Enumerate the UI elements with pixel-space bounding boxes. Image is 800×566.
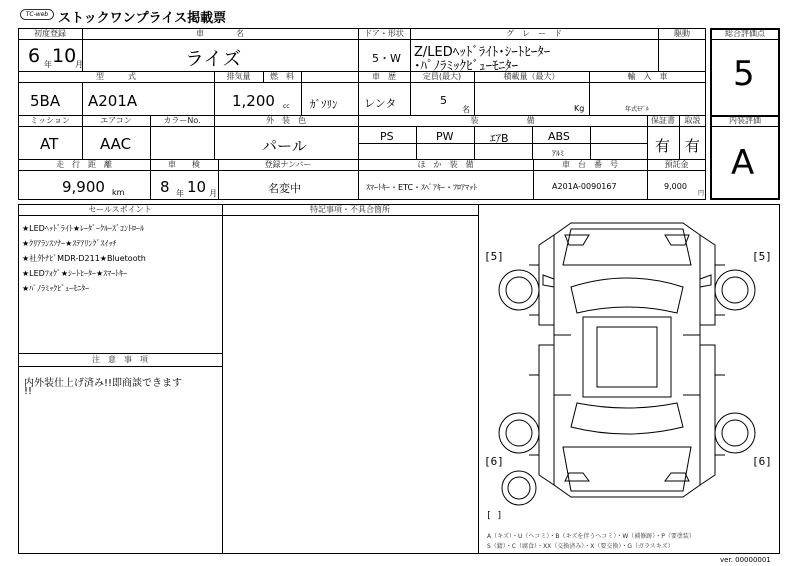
other-equipment-label: ほ か 装 備 [417,160,474,169]
tire-front-left-score: [5] [484,250,504,263]
inspection-month: 10 [187,178,207,196]
sales-point-item: ★ｸﾘｱﾗﾝｽｿﾅｰ★ｽﾃｱﾘﾝｸﾞｽｲｯﾁ [22,239,117,248]
deposit: 9,000 [664,182,687,191]
equipment-pw: PW [436,130,454,143]
history-label: 車 歴 [372,72,396,81]
equipment-ps: PS [380,130,394,143]
first-reg-month-unit: 月 [75,60,83,69]
car-name: ライズ [185,48,242,70]
sales-points-label: セールスポイント [88,205,152,214]
model-prefix: 5BA [30,92,61,110]
grade-label: グ レ ー ド [506,29,562,38]
plate-label: 登録ナンバー [264,160,312,169]
tire-front-right-score: [5] [752,250,772,263]
door-shape: 5・W [372,52,401,65]
color-no-label: カラーNo. [163,116,201,125]
deposit-unit: 円 [698,190,705,197]
model-code: A201A [88,92,138,110]
displacement-unit: cc [283,103,290,110]
aircon-label: エアコン [100,116,132,125]
first-reg-year-unit: 年 [44,60,52,69]
spare-tire-icon [502,471,536,505]
spare-tire-score: [ ] [486,511,503,521]
tire-front-right-icon [715,270,755,310]
import-label: 輸 入 車 [627,72,668,81]
manual-label: 取説 [684,116,701,125]
drive-label: 駆動 [674,29,690,38]
document-title: ストックワンプライス掲載票 [58,11,227,26]
exterior-color-label: 外 装 色 [266,116,306,125]
capacity-label: 定員(最大) [422,72,462,81]
vin: A201A-0090167 [552,182,617,191]
fuel-label: 燃 料 [270,72,294,81]
tire-front-left-icon [499,270,539,310]
interior-score: A [731,143,755,183]
history: レンタ [364,97,397,110]
mileage: 9,900 [62,178,105,196]
displacement: 1,200 [232,92,275,110]
overall-score-label: 総合評価点 [725,29,765,38]
capacity: 5 [440,94,447,107]
tire-rear-left-icon [499,413,539,453]
sales-point-item: ★LEDﾍｯﾄﾞﾗｲﾄ★ﾚｰﾀﾞｰｸﾙｰｽﾞｺﾝﾄﾛｰﾙ [22,224,145,233]
logo: TC-web [20,9,54,20]
grade-line2: ･ﾊﾟﾉﾗﾐｯｸﾋﾞｭｰﾓﾆﾀｰ [414,59,518,74]
manual: 有 [685,137,701,155]
tire-rear-right-icon [715,413,755,453]
inspection-label: 車 検 [168,160,200,169]
warranty: 有 [655,137,671,155]
model-label: 型 式 [96,72,136,81]
caution-label: 注 意 事 項 [92,355,148,364]
special-notes-label: 特記事項・不具合箇所 [310,205,390,214]
fuel: ｶﾞｿﾘﾝ [310,98,338,111]
sales-point-item: ★ﾊﾟﾉﾗﾐｯｸﾋﾞｭｰﾓﾆﾀｰ [22,284,90,293]
equipment-alloy: ｱﾙﾐ [552,149,564,158]
first-reg-year: 6 [28,45,41,67]
car-damage-diagram [479,205,779,553]
import-note: 年式ﾓﾃﾞﾙ [625,106,650,113]
load-unit: Kg [574,104,585,113]
inspection-year-unit: 年 [176,189,184,198]
mission: AT [40,135,59,153]
mileage-label: 走 行 距 離 [56,160,112,169]
main-frame [18,28,706,200]
caution-line1: 内外装仕上げ済み!!即商談できます [24,378,183,389]
grade-line1: Z/LEDﾍｯﾄﾞﾗｲﾄ･ｼｰﾄﾋｰﾀｰ [414,45,551,60]
warranty-label: 保証書 [651,116,675,125]
first-reg-label: 初度登録 [34,29,66,38]
tire-rear-right-score: [6] [752,455,772,468]
vin-label: 車 台 番 号 [562,160,618,169]
other-equipment: ｽﾏｰﾄｷｰ・ETC・ｽﾍﾟｱｷｰ・ﾌﾛｱﾏｯﾄ [366,183,478,192]
deposit-label: 預託金 [664,160,689,169]
interior-score-label: 内装評価 [729,116,761,125]
equipment-airbag: ｴｱB [490,132,509,145]
door-label: ドア・形状 [364,29,404,38]
damage-legend-line1: A（キズ）・U（ヘコミ）・B（キズを伴うヘコミ）・W（補修跡）・P（要塗装） [487,533,695,540]
car-name-label: 車 名 [196,29,244,38]
plate: 名変中 [268,182,301,195]
overall-score: 5 [733,54,755,94]
first-reg-month: 10 [52,45,77,67]
equipment-label: 装 備 [470,116,535,125]
sales-point-item: ★社外ﾅﾋﾞMDR-D211★Bluetooth [22,254,146,263]
version: ver. 00000001 [720,556,771,564]
capacity-unit: 名 [462,105,470,114]
equipment-abs: ABS [548,130,570,143]
mission-label: ミッション [30,116,70,125]
tire-rear-left-score: [6] [484,455,504,468]
displacement-label: 排気量 [226,72,251,81]
mileage-unit: km [112,188,125,197]
exterior-color: パール [262,137,307,155]
inspection-year: 8 [160,178,170,196]
caution-line2: !! [24,386,33,397]
damage-legend-line2: S（錆）・C（腐食）・XX（交換済み）・X（要交換）・G（ガラスキズ） [487,543,674,550]
sales-point-item: ★LEDﾌｫｸﾞ★ｼｰﾄﾋｰﾀｰ★ｽﾏｰﾄｷｰ [22,269,128,278]
load-label: 積載量（最大） [503,72,560,81]
inspection-month-unit: 月 [209,189,217,198]
aircon: AAC [100,135,132,153]
